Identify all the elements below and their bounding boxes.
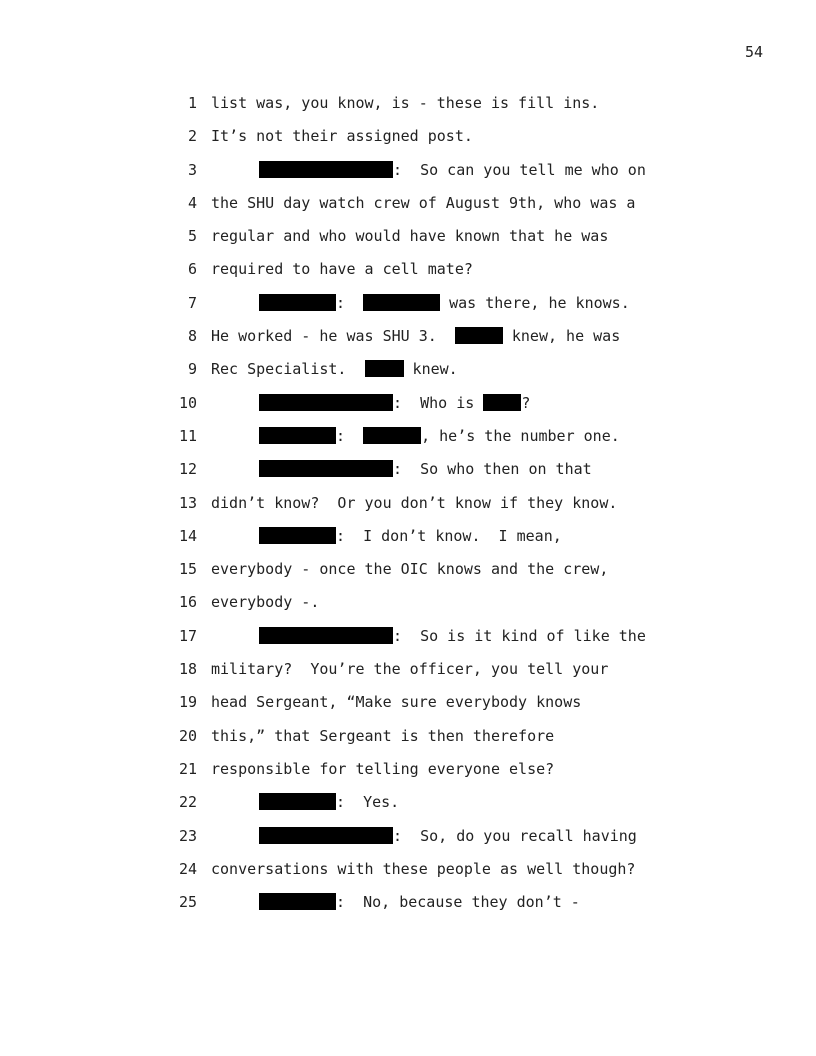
line-number: 7 xyxy=(187,293,197,312)
transcript-line xyxy=(0,393,816,426)
line-text: : I don’t know. I mean, xyxy=(336,526,562,545)
line-content xyxy=(259,626,646,646)
line-number: 13 xyxy=(178,493,197,512)
line-text: It’s not their assigned post. xyxy=(211,127,473,146)
transcript-line xyxy=(0,759,816,792)
transcript-line xyxy=(0,626,816,659)
line-number: 10 xyxy=(178,393,197,412)
line-number: 9 xyxy=(187,360,197,379)
transcript-line xyxy=(0,826,816,859)
transcript-line xyxy=(0,93,816,126)
transcript-line xyxy=(0,493,816,526)
transcript-line xyxy=(0,659,816,692)
line-number: 2 xyxy=(187,127,197,146)
transcript-line xyxy=(0,160,816,193)
line-text: : So is it kind of like the xyxy=(393,626,646,645)
redacted-witness-name xyxy=(259,793,336,810)
line-text: everybody -. xyxy=(211,593,320,612)
redacted-examiner-name xyxy=(259,627,393,644)
line-text: knew, he was xyxy=(502,327,621,346)
transcript-line xyxy=(0,126,816,159)
line-number: 12 xyxy=(178,460,197,479)
line-number: 14 xyxy=(178,526,197,545)
line-number: 23 xyxy=(178,826,197,845)
line-text: : No, because they don’t - xyxy=(336,893,580,912)
line-number: 3 xyxy=(187,160,197,179)
transcript-line xyxy=(0,193,816,226)
line-content xyxy=(259,526,562,546)
line-content xyxy=(259,892,580,912)
line-content xyxy=(259,459,592,479)
line-number: 24 xyxy=(178,859,197,878)
line-content xyxy=(211,359,458,379)
line-text: : Who is xyxy=(393,393,484,412)
line-text: responsible for telling everyone else? xyxy=(211,759,555,778)
page-number: 54 xyxy=(744,43,763,61)
line-text: : xyxy=(336,426,364,445)
line-text: list was, you know, is - these is fill ins. xyxy=(211,94,600,112)
transcript-line xyxy=(0,426,816,459)
redacted-witness-name xyxy=(259,527,336,544)
line-number: 19 xyxy=(178,693,197,712)
line-content xyxy=(259,792,399,812)
transcript-line xyxy=(0,526,816,559)
transcript-line xyxy=(0,359,816,392)
line-text: the SHU day watch crew of August 9th, who was a xyxy=(211,193,636,212)
line-text: : So can you tell me who on xyxy=(393,160,646,179)
line-text: this,” that Sergeant is then therefore xyxy=(211,726,555,745)
transcript-line xyxy=(0,293,816,326)
redacted-name xyxy=(363,294,440,311)
line-text: : So, do you recall having xyxy=(393,826,637,845)
line-number: 17 xyxy=(178,626,197,645)
line-number: 4 xyxy=(187,193,197,212)
line-content xyxy=(259,426,620,446)
transcript-line xyxy=(0,226,816,259)
redacted-name xyxy=(455,327,503,344)
transcript-line xyxy=(0,726,816,759)
line-text: didn’t know? Or you don’t know if they know. xyxy=(211,493,618,512)
line-number: 1 xyxy=(187,94,197,112)
redacted-examiner-name xyxy=(259,827,393,844)
line-number: 25 xyxy=(178,893,197,912)
redacted-examiner-name xyxy=(259,161,393,178)
transcript-line xyxy=(0,259,816,292)
line-text: : Yes. xyxy=(336,793,400,812)
line-text: conversations with these people as well though? xyxy=(211,859,636,878)
line-number: 15 xyxy=(178,560,197,579)
line-text: ? xyxy=(521,393,531,412)
redacted-examiner-name xyxy=(259,394,393,411)
line-text: regular and who would have known that he was xyxy=(211,227,609,246)
redacted-name xyxy=(363,427,421,444)
redacted-witness-name xyxy=(259,427,336,444)
line-number: 22 xyxy=(178,793,197,812)
line-text: : xyxy=(336,293,364,312)
line-number: 18 xyxy=(178,660,197,679)
line-text: He worked - he was SHU 3. xyxy=(211,327,455,346)
line-text: Rec Specialist. xyxy=(211,360,365,379)
redacted-witness-name xyxy=(259,893,336,910)
line-text: : So who then on that xyxy=(393,460,592,479)
line-number: 16 xyxy=(178,593,197,612)
line-number: 11 xyxy=(178,426,197,445)
transcript-line xyxy=(0,859,816,892)
line-number: 8 xyxy=(187,327,197,346)
line-number: 5 xyxy=(187,227,197,246)
line-content xyxy=(259,293,630,313)
redacted-name xyxy=(483,394,521,411)
line-text: , he’s the number one. xyxy=(421,426,620,445)
line-number: 20 xyxy=(178,726,197,745)
line-text: everybody - once the OIC knows and the crew, xyxy=(211,560,609,579)
transcript-body xyxy=(0,93,816,925)
line-content xyxy=(211,326,620,346)
transcript-line xyxy=(0,592,816,625)
line-text: required to have a cell mate? xyxy=(211,260,473,279)
transcript-line xyxy=(0,559,816,592)
redacted-witness-name xyxy=(259,294,336,311)
line-number: 6 xyxy=(187,260,197,279)
transcript-line xyxy=(0,459,816,492)
line-number: 21 xyxy=(178,759,197,778)
transcript-line xyxy=(0,692,816,725)
line-text: head Sergeant, “Make sure everybody knows xyxy=(211,693,582,712)
transcript-line xyxy=(0,792,816,825)
line-content xyxy=(259,826,637,846)
transcript-line xyxy=(0,892,816,925)
line-text: military? You’re the officer, you tell your xyxy=(211,660,609,679)
line-content xyxy=(259,393,530,413)
redacted-examiner-name xyxy=(259,460,393,477)
redacted-name xyxy=(365,360,404,377)
line-content xyxy=(259,160,646,180)
transcript-line xyxy=(0,326,816,359)
line-text: knew. xyxy=(403,360,458,379)
line-text: was there, he knows. xyxy=(440,293,630,312)
